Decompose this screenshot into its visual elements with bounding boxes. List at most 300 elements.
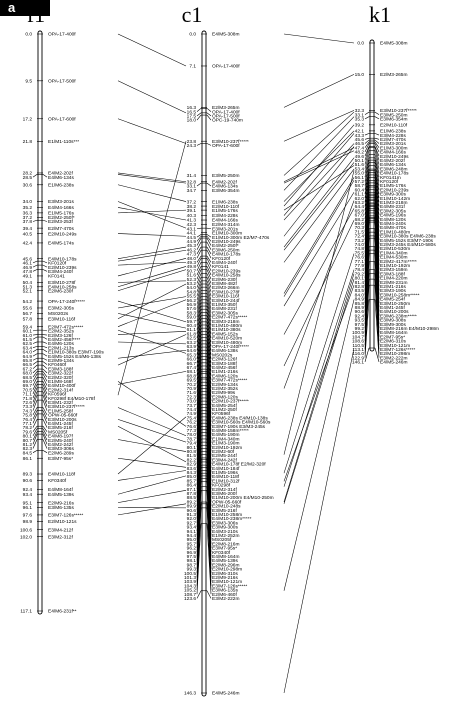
- marker-position: 0.0: [357, 41, 364, 47]
- marker-label: KF0298f E4/M10-178f: [48, 396, 95, 402]
- marker-label: E4/M2-202f: [380, 158, 405, 164]
- marker-label: E2/M10-530m: [380, 247, 411, 253]
- marker-position: 72.3: [186, 395, 196, 401]
- marker-position: 47.8: [22, 269, 32, 275]
- marker-label: E4/M4-166s: [48, 206, 74, 212]
- homology-line: [284, 148, 354, 182]
- marker-position: 78.0: [186, 433, 196, 439]
- marker-position: 113.1: [352, 347, 364, 353]
- marker-label: MS0205f: [212, 538, 232, 544]
- marker-label: OPA-17-240f*****: [212, 345, 249, 351]
- marker-position: 61.8: [186, 332, 196, 338]
- marker-position: 97.5: [354, 322, 364, 328]
- marker-position: 21.8: [22, 140, 32, 146]
- marker-label: E4/M8-197f: [48, 434, 73, 440]
- marker-label: E2/M3-159m: [380, 268, 408, 274]
- homology-line: [118, 270, 186, 291]
- marker-position: 71.6: [186, 391, 196, 397]
- marker-label: E1/M4-340m: [212, 437, 240, 443]
- marker-label: E4/M5-152s E4/M6-138s: [48, 354, 102, 360]
- marker-position: 98.1: [186, 559, 196, 565]
- marker-label: E2/M2-352s: [212, 387, 238, 393]
- marker-position: 17.5: [186, 114, 196, 120]
- marker-position: 80.1: [186, 445, 196, 451]
- marker-label: E3/M3-201s: [48, 200, 74, 206]
- chromosome-name: k1: [369, 2, 391, 27]
- homology-line: [284, 117, 354, 191]
- marker-label: E2/M6-310s: [212, 571, 238, 577]
- marker-position: 89.9: [186, 504, 196, 510]
- marker-position: 45.6: [354, 137, 364, 143]
- homology-line: [118, 284, 186, 319]
- label-leader: [43, 419, 47, 427]
- marker-position: 59.0: [186, 315, 196, 321]
- marker-label: OPA-17-600f: [212, 144, 240, 150]
- marker-position: 47.4: [354, 146, 364, 152]
- marker-label: E1/M10-300m E2/M7-470s: [212, 235, 270, 241]
- marker-label: E1/M8-168f: [48, 379, 73, 385]
- marker-label: E4/M4-240s: [380, 221, 406, 227]
- marker-position: 75.4: [186, 416, 196, 422]
- linkage-group-c1: [182, 2, 274, 697]
- marker-label: E1/M5-258f: [48, 409, 73, 415]
- homology-line: [284, 169, 354, 262]
- marker-position: 28.2: [22, 171, 32, 177]
- marker-position: 65.8: [354, 209, 364, 215]
- marker-position: 73.2: [354, 238, 364, 244]
- marker-label: E3/M10-121m: [380, 343, 411, 349]
- marker-label: E4/M8-164m: [380, 331, 408, 337]
- marker-label: E4/M3-210s: [212, 529, 238, 535]
- marker-position: 43.3: [354, 133, 364, 139]
- marker-position: 68.5: [22, 375, 32, 381]
- homology-line: [284, 201, 354, 389]
- marker-position: 39.2: [354, 123, 364, 129]
- marker-position: 50.7: [186, 269, 196, 275]
- marker-label: E2/M3-126f: [212, 357, 237, 363]
- marker-label: E4/M10-178f E2/M2-320f: [212, 462, 266, 468]
- marker-position: 52.3: [186, 277, 196, 283]
- homology-line: [118, 266, 186, 286]
- marker-position: 100.9: [351, 331, 364, 337]
- homology-line: [284, 254, 354, 474]
- marker-label: E3/M10-237f*****: [212, 139, 249, 145]
- marker-label: E3/M3-190s: [380, 289, 406, 295]
- marker-label: E2/M10-192m: [212, 445, 243, 451]
- marker-label: E4/M6-120s: [48, 342, 74, 348]
- marker-position: 69.0: [354, 221, 364, 227]
- marker-position: 72.4: [354, 234, 364, 240]
- marker-label: E4/M5-152s: [212, 332, 238, 338]
- marker-label: E1/M10-192m: [380, 263, 411, 269]
- marker-position: 85.0: [186, 475, 196, 481]
- marker-label: E2/M10-249s: [380, 154, 409, 160]
- marker-position: 84.0: [354, 293, 364, 299]
- homology-line: [118, 119, 186, 144]
- marker-label: E3/M5-250m: [212, 174, 240, 180]
- marker-label: E3/M10-237f*****: [48, 405, 85, 411]
- marker-position: 55.6: [22, 306, 32, 312]
- marker-label: E2/M8-216m: [212, 542, 240, 548]
- chromosome-bar: [370, 40, 374, 351]
- marker-position: 15.0: [354, 73, 364, 79]
- marker-position: 60.1: [22, 329, 32, 335]
- homology-line: [284, 110, 354, 141]
- label-leader: [207, 143, 211, 145]
- marker-position: 103.9: [183, 580, 196, 586]
- marker-position: 53.4: [354, 167, 364, 173]
- marker-position: 117.1: [20, 609, 32, 615]
- label-leader: [33, 346, 37, 347]
- marker-position: 74.3: [22, 409, 32, 415]
- marker-position: 67.2: [22, 367, 32, 373]
- marker-label: E4/M6-120s: [212, 374, 238, 380]
- marker-position: 95.7: [186, 542, 196, 548]
- marker-label: E1/M10-300m: [212, 231, 243, 237]
- marker-label: E3/M6-238m*****: [380, 314, 417, 320]
- marker-label: E3/M6-135s: [212, 588, 238, 594]
- marker-label: E3/M2-222m: [380, 356, 408, 362]
- marker-label: E2/M3-201s: [380, 142, 406, 148]
- marker-label: E3/M10-278f: [48, 281, 76, 287]
- marker-position: 73.7: [186, 403, 196, 409]
- marker-position: 93.5: [354, 318, 364, 324]
- marker-label: E3/M9-308s: [380, 318, 406, 324]
- marker-label: E1/M6-238s: [212, 200, 238, 206]
- marker-position: 82.3: [22, 447, 32, 453]
- marker-label: E1/M2-250f: [212, 408, 237, 414]
- marker-position: 51.3: [22, 285, 32, 291]
- marker-position: 61.1: [186, 328, 196, 334]
- label-leader: [365, 117, 369, 119]
- marker-position: 60.4: [186, 324, 196, 330]
- marker-label: E4/M2-202f: [212, 180, 237, 186]
- label-leader: [43, 337, 47, 339]
- marker-label: E4/M8-158m*****: [212, 429, 249, 435]
- marker-label: E4/M2-456f: [212, 366, 237, 372]
- marker-position: 56.1: [354, 175, 364, 181]
- marker-label: E2/M2-314f: [48, 388, 73, 394]
- marker-label: E4/M10-238m*****: [212, 517, 252, 523]
- marker-position: 74.0: [354, 242, 364, 248]
- homology-line: [118, 34, 186, 66]
- label-leader: [375, 138, 379, 139]
- marker-position: 35.2: [22, 206, 32, 212]
- label-leader: [43, 426, 47, 431]
- marker-position: 75.8: [22, 413, 32, 419]
- marker-position: 70.5: [22, 388, 32, 394]
- homology-line: [118, 81, 186, 113]
- homology-line: [118, 476, 186, 494]
- marker-label: KF0141: [212, 265, 229, 271]
- marker-label: E1/M4-530m: [380, 255, 408, 261]
- marker-label: E4/M4-166s: [212, 218, 238, 224]
- marker-label: E3/M2-305s: [380, 209, 406, 215]
- marker-position: 83.5: [354, 289, 364, 295]
- marker-label: KF0120f: [380, 179, 399, 185]
- marker-position: 87.8: [186, 492, 196, 498]
- marker-position: 71.1: [22, 392, 32, 398]
- homology-line: [284, 192, 354, 306]
- label-leader: [33, 426, 37, 431]
- marker-position: 97.5: [186, 555, 196, 561]
- label-leader: [33, 337, 37, 339]
- marker-position: 64.4: [354, 205, 364, 211]
- marker-position: 23.8: [186, 139, 196, 145]
- marker-position: 85.7: [186, 479, 196, 485]
- marker-position: 78.2: [22, 426, 32, 432]
- marker-label: E3/M6-354m: [380, 117, 408, 123]
- marker-position: 69.7: [22, 384, 32, 390]
- label-leader: [33, 358, 37, 360]
- chromosome-bar: [38, 31, 42, 614]
- label-leader: [43, 270, 47, 272]
- marker-label: E3/M10-200s: [48, 417, 77, 423]
- homology-line: [118, 262, 186, 265]
- marker-position: 31.4: [186, 174, 196, 180]
- marker-label: E1/M5-176s: [212, 208, 238, 214]
- marker-label: E2/M10-239s: [48, 265, 77, 271]
- marker-label: E3/M3-201s: [212, 227, 238, 233]
- label-leader: [43, 346, 47, 347]
- marker-position: 36.3: [22, 211, 32, 217]
- marker-label: E1/M3-350f: [212, 303, 237, 309]
- marker-label: E3/M2-305s: [212, 311, 238, 317]
- marker-label: KF0298f: [212, 483, 231, 489]
- marker-label: OPA-17-500f: [48, 79, 76, 85]
- homology-line: [284, 151, 354, 183]
- marker-position: 16.5: [186, 110, 196, 116]
- marker-label: E3/M6-200f: [212, 492, 237, 498]
- marker-label: E1/M5-176s: [380, 184, 406, 190]
- marker-position: 32.3: [354, 109, 364, 115]
- marker-label: E4/M8-164m: [212, 555, 240, 561]
- marker-position: 95.1: [22, 501, 32, 507]
- marker-position: 90.6: [22, 479, 32, 485]
- marker-label: E4/M2-250f*: [212, 244, 239, 250]
- homology-line: [284, 34, 354, 43]
- marker-label: E4/M2-456f****: [48, 337, 81, 343]
- homology-line: [118, 300, 186, 327]
- marker-label: E3/M8-482f: [212, 282, 237, 288]
- marker-label: MS0205f: [48, 430, 68, 436]
- marker-label: E3/M2-222m: [212, 597, 240, 603]
- homology-line: [284, 177, 354, 293]
- marker-label: E3/M7-95s*: [48, 456, 74, 462]
- label-leader: [43, 349, 47, 352]
- marker-label: E4/M5-246m: [212, 691, 240, 697]
- homology-line: [284, 125, 354, 206]
- linkage-group-k1: [352, 2, 439, 366]
- marker-label: E3/M3-306s: [48, 447, 74, 453]
- marker-position: 39.1: [186, 208, 196, 214]
- marker-position: 77.9: [354, 263, 364, 269]
- homology-line: [284, 180, 354, 296]
- marker-label: E2/M2-417m*****: [380, 259, 417, 265]
- marker-position: 108.7: [183, 592, 196, 598]
- marker-position: 99.3: [186, 567, 196, 573]
- marker-position: 34.0: [22, 200, 32, 206]
- marker-position: 92.0: [186, 517, 196, 523]
- homology-line: [284, 285, 354, 481]
- marker-position: 84.9: [354, 297, 364, 303]
- label-leader: [33, 174, 37, 177]
- marker-label: E2/M2-60f: [212, 450, 235, 456]
- marker-position: 68.0: [22, 371, 32, 377]
- marker-label: E2/M2-352s: [48, 329, 74, 335]
- marker-label: E2/M3-266m: [212, 286, 240, 292]
- marker-position: 81.2: [22, 442, 32, 448]
- marker-position: 94.1: [186, 529, 196, 535]
- marker-position: 64.0: [22, 350, 32, 356]
- marker-position: 48.2: [354, 150, 364, 156]
- marker-position: 18.0: [186, 118, 196, 124]
- marker-position: 63.2: [354, 200, 364, 206]
- marker-position: 62.0: [354, 196, 364, 202]
- marker-label: E3/M3-218m: [212, 319, 240, 325]
- marker-label: E4/M6-231f**: [48, 609, 77, 615]
- marker-position: 93.4: [22, 492, 32, 498]
- marker-label: KF0596f: [48, 392, 67, 398]
- marker-position: 101.3: [183, 576, 196, 582]
- homology-line: [284, 274, 354, 502]
- marker-position: 76.6: [354, 255, 364, 261]
- marker-position: 85.8: [354, 301, 364, 307]
- marker-position: 91.3: [186, 513, 196, 519]
- marker-label: E3/M10-380s E4/M6-238s: [380, 234, 436, 240]
- marker-label: E1/M2-252m: [212, 534, 240, 540]
- marker-label: E3/M10-116f: [212, 294, 240, 300]
- label-leader: [197, 228, 201, 229]
- marker-label: E4/M5-196s: [380, 213, 406, 219]
- homology-line: [118, 185, 186, 202]
- marker-position: 65.3: [186, 353, 196, 359]
- homology-line: [118, 417, 186, 474]
- marker-position: 61.0: [22, 333, 32, 339]
- marker-label: E4/M6-138s: [212, 349, 238, 355]
- label-leader: [207, 183, 211, 186]
- marker-position: 87.1: [186, 487, 196, 493]
- marker-label: E2/M7-472s*****: [212, 315, 248, 321]
- marker-label: E3/M6-248m: [380, 167, 408, 173]
- marker-label: E2/M6-289s: [48, 451, 74, 457]
- marker-label: E4/M10-200s: [380, 310, 409, 316]
- marker-label: E4/M10-118f: [48, 472, 76, 478]
- marker-label: E4/M10-178s: [380, 171, 409, 177]
- marker-label: E4/M8-164f: [48, 487, 73, 493]
- marker-label: E4/M10-178s: [212, 252, 241, 258]
- marker-position: 61.5: [22, 337, 32, 343]
- marker-label: E2/M7-95s*: [380, 335, 406, 341]
- homology-line: [284, 144, 354, 220]
- marker-position: 50.4: [22, 281, 32, 287]
- marker-label: E4/M10-520m: [212, 336, 243, 342]
- homology-line: [118, 173, 186, 182]
- marker-position: 64.6: [186, 349, 196, 355]
- marker-label: E2/M10-298m: [212, 567, 243, 573]
- marker-position: 84.5: [22, 451, 32, 457]
- homology-line: [118, 371, 186, 384]
- marker-position: 81.4: [354, 280, 364, 286]
- marker-label: E2/M6-310s: [380, 339, 406, 345]
- marker-label: E2/M3-265m: [212, 106, 240, 112]
- marker-label: E3/M9-300s: [380, 192, 406, 198]
- marker-label: E3/M10-278f: [212, 290, 240, 296]
- marker-position: 92.4: [22, 487, 32, 493]
- label-leader: [365, 133, 369, 135]
- marker-label: E2/M5-240f: [48, 438, 73, 444]
- marker-position: 67.0: [354, 213, 364, 219]
- marker-position: 46.5: [354, 142, 364, 148]
- label-leader: [33, 419, 37, 427]
- marker-label: E2/M7-470s: [380, 137, 406, 143]
- marker-label: E4/M5-254f: [212, 403, 237, 409]
- marker-position: 28.5: [22, 175, 32, 181]
- label-leader: [33, 450, 37, 452]
- homology-line: [284, 348, 354, 693]
- marker-label: E3/M9-300s: [380, 322, 406, 328]
- marker-position: 68.2: [354, 217, 364, 223]
- marker-position: 58.7: [354, 184, 364, 190]
- marker-position: 108.6: [351, 339, 364, 345]
- label-leader: [43, 335, 47, 336]
- marker-position: 48.0: [186, 256, 196, 262]
- marker-position: 65.8: [22, 358, 32, 364]
- marker-position: 32.8: [186, 180, 196, 186]
- marker-position: 46.2: [186, 248, 196, 254]
- marker-label: E3/M2-312f: [48, 535, 73, 541]
- marker-label: E1/M3-190m: [212, 441, 240, 447]
- homology-line: [118, 458, 186, 467]
- marker-label: E1/M10-258m: [212, 513, 243, 519]
- marker-label: E4/M10-400f: [48, 384, 76, 390]
- label-leader: [207, 228, 211, 229]
- label-leader: [33, 270, 37, 272]
- marker-label: KF0460f: [48, 363, 67, 369]
- marker-position: 70.9: [186, 387, 196, 393]
- marker-label: E3/M7-126s*****: [380, 347, 416, 353]
- homology-line: [118, 331, 186, 334]
- marker-position: 76.6: [186, 424, 196, 430]
- marker-position: 94.4: [186, 534, 196, 540]
- marker-position: 98.7: [186, 563, 196, 569]
- marker-position: 79.6: [22, 430, 32, 436]
- marker-position: 122.9: [351, 356, 364, 362]
- marker-label: E2/M1-216s: [380, 284, 406, 290]
- label-leader: [43, 362, 47, 365]
- homology-line: [118, 202, 186, 229]
- marker-position: 93.4: [186, 525, 196, 531]
- marker-position: 74.9: [186, 412, 196, 418]
- marker-position: 46.1: [22, 261, 32, 267]
- marker-label: E1/M5-196s: [212, 471, 238, 477]
- marker-label: E4/M4-166s: [380, 150, 406, 156]
- marker-label: OPA-17-400f: [48, 32, 76, 38]
- marker-position: 66.7: [186, 361, 196, 367]
- marker-position: 77.3: [186, 429, 196, 435]
- marker-position: 44.5: [186, 235, 196, 241]
- marker-position: 80.8: [186, 450, 196, 456]
- marker-position: 98.9: [22, 520, 32, 526]
- marker-label: E4/M10-184f: [212, 466, 240, 472]
- homology-line: [284, 162, 354, 250]
- marker-position: 71.8: [22, 396, 32, 402]
- marker-position: 62.5: [186, 336, 196, 342]
- marker-label: E3/M2-322f: [48, 371, 73, 377]
- marker-position: 63.2: [186, 340, 196, 346]
- marker-position: 44.1: [186, 231, 196, 237]
- marker-position: 49.8: [186, 265, 196, 271]
